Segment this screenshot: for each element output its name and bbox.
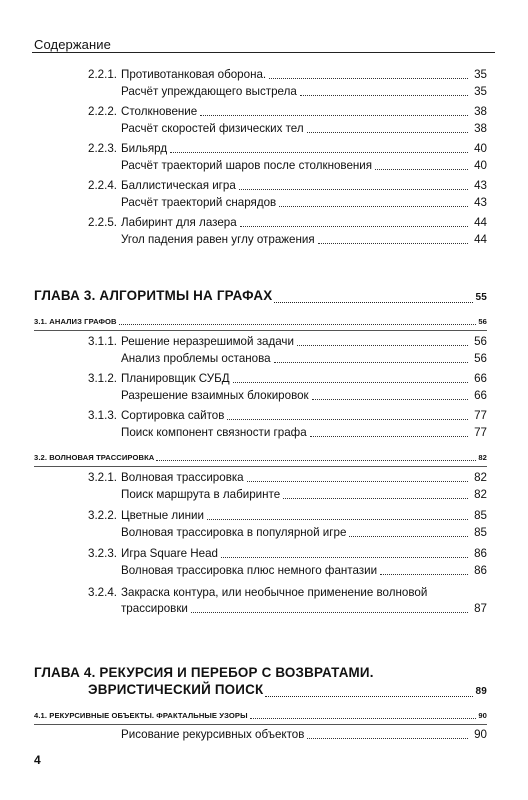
toc-leader-dots <box>200 105 468 116</box>
toc-entry-title: Решение неразрешимой задачи <box>121 335 294 348</box>
toc-entry-number: 2.2.4. <box>88 179 118 192</box>
toc-entry <box>121 352 487 366</box>
toc-entry-page: 86 <box>474 547 487 560</box>
toc-entry-title: Расчёт траекторий снарядов <box>121 196 277 209</box>
toc-leader-dots <box>227 409 468 420</box>
toc-entry <box>88 471 487 485</box>
toc-leader-dots <box>279 196 468 207</box>
section-title: 4.1. РЕКУРСИВНЫЕ ОБЪЕКТЫ. ФРАКТАЛЬНЫЕ УЗОРЫ <box>34 711 248 720</box>
toc-entry-page: 77 <box>474 426 487 439</box>
toc-leader-dots <box>170 142 468 153</box>
toc-entry <box>121 526 487 540</box>
toc-entry-page: 90 <box>474 728 487 741</box>
chapter-page: 55 <box>475 292 487 303</box>
toc-entry-page: 43 <box>474 179 487 192</box>
toc-entry <box>88 142 487 156</box>
toc-entry-number: 2.2.5. <box>88 216 118 229</box>
toc-entry-number: 3.2.1. <box>88 471 118 484</box>
toc-entry <box>121 389 487 403</box>
toc-leader-dots <box>283 488 468 499</box>
toc-entry-number: 2.2.2. <box>88 105 118 118</box>
toc-entry-page: 35 <box>474 68 487 81</box>
toc-entry-page: 77 <box>474 409 487 422</box>
toc-entry <box>121 564 487 578</box>
toc-entry-page: 38 <box>474 122 487 135</box>
toc-entry-title: Анализ проблемы останова <box>121 352 271 365</box>
toc-entry-title: Цветные линии <box>121 509 204 522</box>
toc-entry-number: 3.1.3. <box>88 409 118 422</box>
toc-entry-page: 44 <box>474 216 487 229</box>
section-title: 3.2. ВОЛНОВАЯ ТРАССИРОВКА <box>34 453 155 462</box>
toc-leader-dots <box>307 122 468 133</box>
toc-leader-dots <box>247 471 468 482</box>
section-heading <box>34 453 487 463</box>
toc-entry <box>88 509 487 523</box>
toc-entry-page: 43 <box>474 196 487 209</box>
toc-entry-page: 86 <box>474 564 487 577</box>
toc-entry-number: 3.1.2. <box>88 372 118 385</box>
toc-entry-number: 2.2.1. <box>88 68 118 81</box>
chapter-heading-line1: ГЛАВА 4. РЕКУРСИЯ И ПЕРЕБОР С ВОЗВРАТАМИ. <box>34 665 374 680</box>
toc-entry <box>121 196 487 210</box>
toc-entry <box>88 409 487 423</box>
toc-entry-page: 85 <box>474 526 487 539</box>
running-header: Содержание <box>34 37 111 52</box>
section-divider <box>34 330 487 331</box>
toc-entry <box>121 233 487 247</box>
section-heading <box>34 711 487 721</box>
toc-entry-title: Бильярд <box>121 142 168 155</box>
toc-entry-page: 35 <box>474 85 487 98</box>
section-page: 82 <box>478 453 487 462</box>
toc-leader-dots <box>349 526 468 537</box>
section-page: 56 <box>478 317 487 326</box>
toc-leader-dots <box>156 453 476 461</box>
toc-entry-page: 56 <box>474 335 487 348</box>
toc-entry-page: 66 <box>474 372 487 385</box>
section-title: 3.1. АНАЛИЗ ГРАФОВ <box>34 317 117 326</box>
chapter-heading-line2 <box>88 682 487 700</box>
toc-entry-title: Волновая трассировка <box>121 471 244 484</box>
toc-entry-title: Поиск маршрута в лабиринте <box>121 488 281 501</box>
toc-leader-dots <box>240 216 468 227</box>
toc-entry <box>121 488 487 502</box>
toc-entry <box>121 728 487 742</box>
toc-entry-page: 82 <box>474 488 487 501</box>
toc-leader-dots <box>221 547 468 558</box>
toc-entry-title: Рисование рекурсивных объектов <box>121 728 305 741</box>
toc-entry-multiline <box>88 586 487 600</box>
toc-entry-title: Столкновение <box>121 105 198 118</box>
toc-entry-title: Планировщик СУБД <box>121 372 230 385</box>
toc-entry-page: 44 <box>474 233 487 246</box>
toc-leader-dots <box>239 179 468 190</box>
toc-leader-dots <box>191 602 468 613</box>
toc-entry-title: Расчёт скоростей физических тел <box>121 122 304 135</box>
toc-leader-dots <box>375 159 468 170</box>
toc-entry-page: 66 <box>474 389 487 402</box>
toc-entry-page: 85 <box>474 509 487 522</box>
toc-leader-dots <box>318 233 468 244</box>
toc-leader-dots <box>265 686 473 697</box>
toc-leader-dots <box>274 352 468 363</box>
toc-entry-title: Разрешение взаимных блокировок <box>121 389 309 402</box>
toc-entry-page: 38 <box>474 105 487 118</box>
toc-entry-number: 3.2.3. <box>88 547 118 560</box>
toc-entry-page: 40 <box>474 159 487 172</box>
section-page: 90 <box>478 711 487 720</box>
toc-entry-title: Сортировка сайтов <box>121 409 225 422</box>
toc-entry-title-line1: Закраска контура, или необычное применение волновой <box>121 586 428 599</box>
toc-entry-title-line2: трассировки <box>121 602 188 615</box>
toc-entry-title: Расчёт траекторий шаров после столкновения <box>121 159 373 172</box>
chapter-title: ГЛАВА 3. АЛГОРИТМЫ НА ГРАФАХ <box>34 288 273 303</box>
toc-entry-number: 3.1.1. <box>88 335 118 348</box>
toc-entry-title: Баллистическая игра <box>121 179 236 192</box>
toc-entry-number: 3.2.4. <box>88 586 118 599</box>
section-divider <box>34 466 487 467</box>
toc-entry-title: Угол падения равен углу отражения <box>121 233 315 246</box>
toc-entry <box>88 547 487 561</box>
toc-entry <box>121 122 487 136</box>
toc-entry <box>88 372 487 386</box>
toc-leader-dots <box>250 711 477 719</box>
chapter-title-line2: ЭВРИСТИЧЕСКИЙ ПОИСК <box>88 682 264 697</box>
section-divider <box>34 724 487 725</box>
toc-entry-page: 87 <box>474 602 487 615</box>
toc-entry-title: Лабиринт для лазера <box>121 216 237 229</box>
toc-leader-dots <box>310 426 468 437</box>
chapter-page: 89 <box>475 686 487 697</box>
toc-entry-title: Волновая трассировка в популярной игре <box>121 526 347 539</box>
toc-entry-continuation <box>121 602 487 616</box>
toc-entry <box>121 426 487 440</box>
toc-leader-dots <box>274 292 473 303</box>
toc-leader-dots <box>300 85 468 96</box>
toc-leader-dots <box>307 728 468 739</box>
toc-entry <box>88 105 487 119</box>
toc-leader-dots <box>297 335 468 346</box>
toc-entry-number: 2.2.3. <box>88 142 118 155</box>
toc-leader-dots <box>233 372 468 383</box>
toc-entry-title: Поиск компонент связности графа <box>121 426 307 439</box>
toc-entry-page: 56 <box>474 352 487 365</box>
toc-entry-title: Расчёт упреждающего выстрела <box>121 85 297 98</box>
toc-entry-title: Противотанковая оборона. <box>121 68 267 81</box>
toc-leader-dots <box>312 389 468 400</box>
toc-entry <box>88 179 487 193</box>
toc-entry <box>121 159 487 173</box>
page-number: 4 <box>34 753 41 767</box>
toc-entry-page: 40 <box>474 142 487 155</box>
toc-entry-title: Волновая трассировка плюс немного фантазии <box>121 564 378 577</box>
toc-entry-number: 3.2.2. <box>88 509 118 522</box>
chapter-heading <box>34 288 487 306</box>
toc-leader-dots <box>269 68 468 79</box>
toc-leader-dots <box>380 564 468 575</box>
toc-entry <box>121 85 487 99</box>
section-heading <box>34 317 487 327</box>
toc-entry-page: 82 <box>474 471 487 484</box>
toc-entry <box>88 335 487 349</box>
toc-leader-dots <box>207 509 468 520</box>
header-divider <box>32 52 495 53</box>
toc-entry <box>88 68 487 82</box>
toc-entry-title: Игра Square Head <box>121 547 219 560</box>
toc-leader-dots <box>119 317 477 325</box>
toc-entry <box>88 216 487 230</box>
